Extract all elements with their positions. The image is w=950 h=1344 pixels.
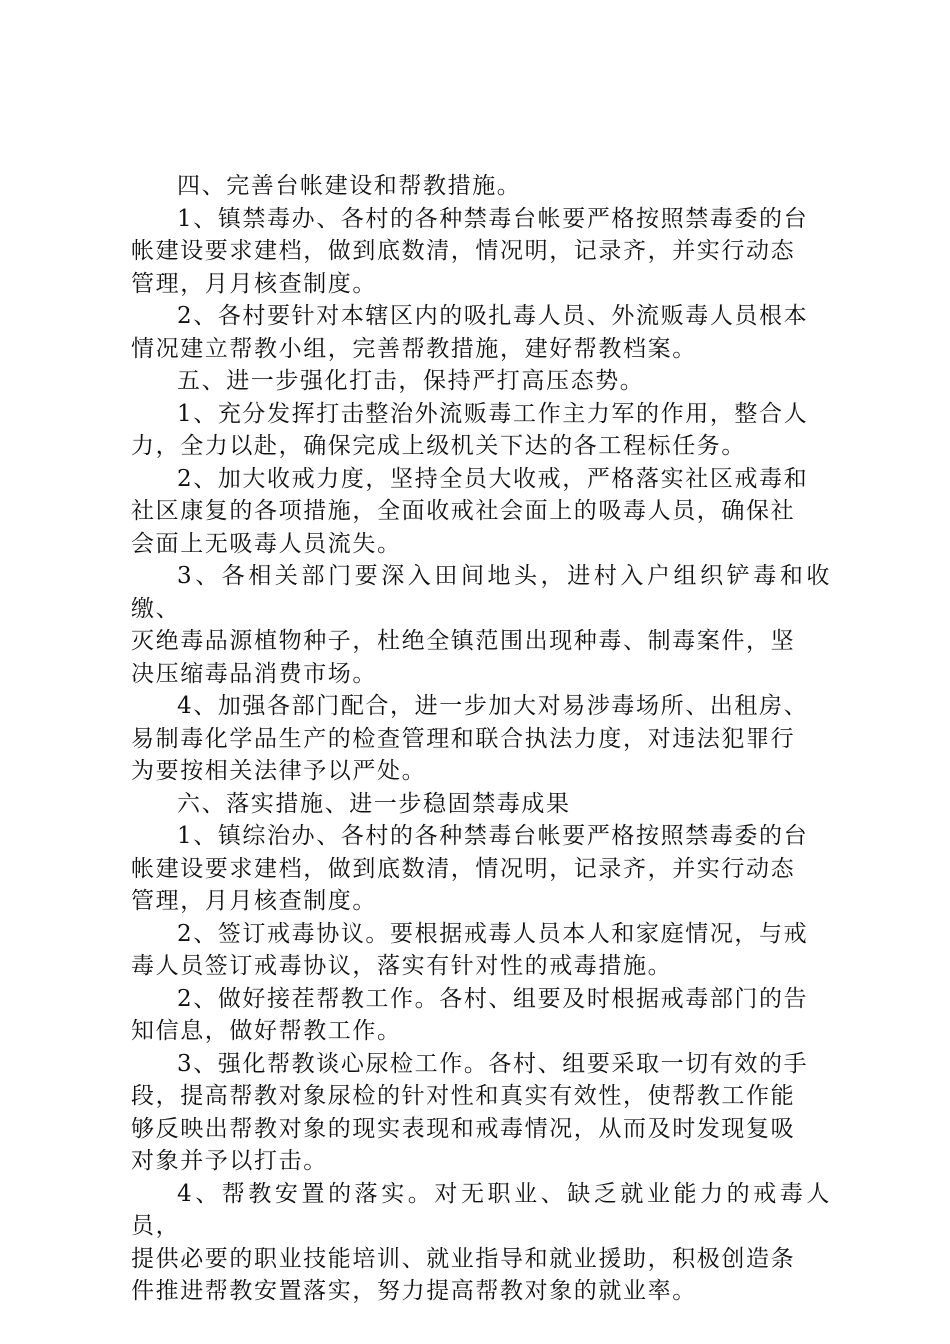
paragraph: 2、加大收戒力度，坚持全员大收戒，严格落实社区戒毒和 社区康复的各项措施，全面收戒社会面上的吸毒人员，确保社 会面上无吸毒人员流失。 bbox=[131, 465, 809, 557]
paragraph: 3、强化帮教谈心尿检工作。各村、组要采取一切有效的手 段，提高帮教对象尿检的针对性和真实有效性，使帮教工作能 够反映出帮教对象的现实表现和戒毒情况，从而及时发现复吸 对象并予以打击。 bbox=[131, 1050, 809, 1174]
section-heading-4: 四、完善台帐建设和帮教措施。 bbox=[177, 173, 522, 199]
paragraph: 1、镇综治办、各村的各种禁毒台帐要严格按照禁毒委的台 帐建设要求建档，做到底数清，情况明，记录齐，并实行动态 管理，月月核查制度。 bbox=[131, 823, 809, 914]
document-body bbox=[131, 170, 831, 1308]
paragraph: 1、镇禁毒办、各村的各种禁毒台帐要严格按照禁毒委的台 帐建设要求建档，做到底数清，情况明，记录齐，并实行动态 管理，月月核查制度。 bbox=[131, 205, 809, 297]
paragraph: 4、帮教安置的落实。对无职业、缺乏就业能力的戒毒人员， 提供必要的职业技能培训、就业指导和就业援助，积极创造条 件推进帮教安置落实，努力提高帮教对象的就业率。 bbox=[131, 1180, 831, 1304]
paragraph: 2、签订戒毒协议。要根据戒毒人员本人和家庭情况，与戒 毒人员签订戒毒协议，落实有针对性的戒毒措施。 bbox=[131, 920, 809, 979]
section-heading-5: 五、进一步强化打击，保持严打高压态势。 bbox=[177, 368, 645, 394]
paragraph: 2、做好接茬帮教工作。各村、组要及时根据戒毒部门的告 知信息，做好帮教工作。 bbox=[131, 985, 809, 1044]
paragraph: 1、充分发挥打击整治外流贩毒工作主力军的作用，整合人 力，全力以赴，确保完成上级机关下达的各工程标任务。 bbox=[131, 400, 809, 459]
paragraph: 4、加强各部门配合，进一步加大对易涉毒场所、出租房、 易制毒化学品生产的检查管理和联合执法力度，对违法犯罪行 为要按相关法律予以严处。 bbox=[131, 693, 809, 784]
section-heading-6: 六、落实措施、进一步稳固禁毒成果 bbox=[177, 790, 571, 817]
paragraph: 2、各村要针对本辖区内的吸扎毒人员、外流贩毒人员根本 情况建立帮教小组，完善帮教措施，建好帮教档案。 bbox=[131, 303, 809, 362]
paragraph: 3、各相关部门要深入田间地头，进村入户组织铲毒和收缴、 灭绝毒品源植物种子，杜绝全镇范围出现种毒、制毒案件，坚 决压缩毒品消费市场。 bbox=[131, 563, 831, 687]
